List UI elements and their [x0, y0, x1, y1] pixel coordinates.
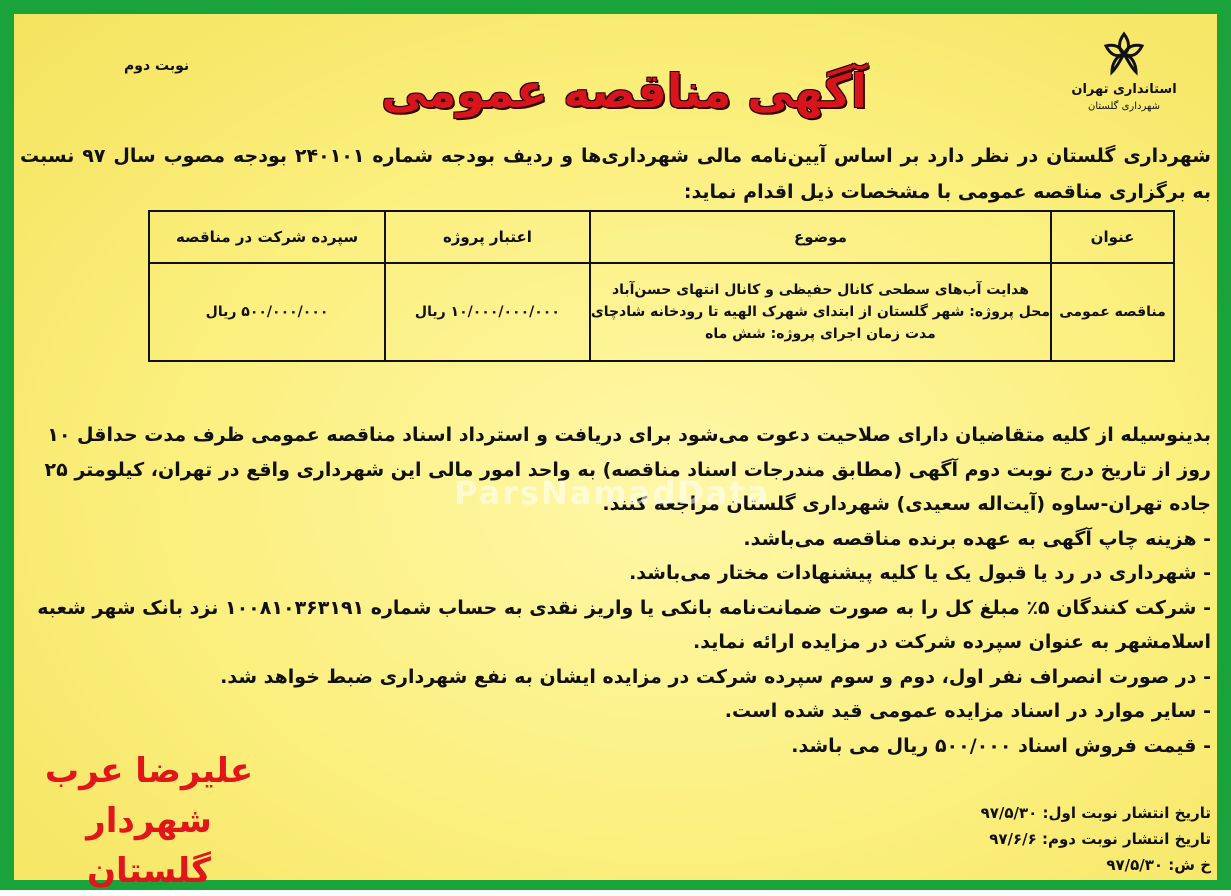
- condition-item: - هزینه چاپ آگهی به عهده برنده مناقصه می‌باشد.: [743, 527, 1211, 550]
- flower-logo-icon: [1098, 28, 1150, 80]
- intro-paragraph: شهرداری گلستان در نظر دارد بر اساس آیین‌نامه مالی شهرداری‌ها و ردیف بودجه شماره ۲۴۰۱۰۱ بودجه مصوب سال ۹۷ نسبت به برگزاری مناقصه عمومی با مشخصات ذیل اقدام نماید:: [20, 145, 1211, 203]
- org-logo: [1059, 28, 1189, 112]
- subject-line3: مدت زمان اجرای پروژه: شش ماه: [705, 326, 936, 342]
- condition-item: - سایر موارد در اسناد مزایده عمومی قید شده است.: [724, 700, 1211, 722]
- tender-table: [148, 210, 1175, 362]
- notice-paper: [14, 14, 1217, 891]
- cell-subject: [590, 263, 1051, 361]
- notice-title: آگهی مناقصه عمومی: [381, 64, 867, 118]
- signature-role: شهردار گلستان: [86, 801, 212, 891]
- header-deposit: سپرده شرکت در مناقصه: [149, 211, 385, 263]
- cell-title: مناقصه عمومی: [1051, 263, 1174, 361]
- subject-line2: محل پروژه: شهر گلستان از ابتدای شهرک الهیه تا رودخانه شادچای: [590, 304, 1051, 320]
- notice-body: [20, 418, 1211, 763]
- header-credit: اعتبار پروژه: [385, 211, 590, 263]
- round-label: نوبت دوم: [124, 58, 190, 74]
- cell-deposit: ۵۰۰/۰۰۰/۰۰۰ ریال: [149, 263, 385, 361]
- header-subject: موضوع: [590, 211, 1051, 263]
- org-name-line2: شهرداری گلستان: [1088, 101, 1160, 112]
- signature-block: [24, 746, 274, 896]
- header-title: عنوان: [1051, 211, 1174, 263]
- signature-name: علیرضا عرب: [44, 751, 254, 791]
- invitation-paragraph: بدینوسیله از کلیه متقاضیان دارای صلاحیت دعوت می‌شود برای دریافت و استرداد اسناد مناقصه عمومی ظرف مدت حداقل ۱۰ روز از تاریخ درج نوبت دوم آگهی (مطابق مندرجات اسناد مناقصه) به واحد امور مالی این شهرداری واقع در تهران، کیلومتر ۲۵ جاده تهران-ساوه (آیت‌اله سعیدی) شهرداری گلستان مراجعه کنند.: [44, 424, 1211, 515]
- first-publication-date: تاریخ انتشار نوبت اول: ۹۷/۵/۳۰: [980, 804, 1211, 822]
- table-header-row: [149, 211, 1174, 263]
- cell-credit: ۱۰/۰۰۰/۰۰۰/۰۰۰ ریال: [385, 263, 590, 361]
- subject-line1: هدایت آب‌های سطحی کانال حفیظی و کانال انتهای حسن‌آباد: [611, 282, 1029, 298]
- org-name-line1: استانداری تهران: [1071, 82, 1177, 97]
- condition-item: - قیمت فروش اسناد ۵۰۰/۰۰۰ ریال می باشد.: [791, 734, 1211, 757]
- table-row: [149, 263, 1174, 361]
- second-publication-date: تاریخ انتشار نوبت دوم: ۹۷/۶/۶: [989, 830, 1211, 848]
- condition-item: - در صورت انصراف نفر اول، دوم و سوم سپرده شرکت در مزایده ایشان به نفع شهرداری ضبط خواهد شد.: [220, 665, 1211, 688]
- reference-code: خ ش: ۹۷/۵/۳۰: [1106, 856, 1211, 874]
- condition-item: - شهرداری در رد یا قبول یک یا کلیه پیشنهادات مختار می‌باشد.: [629, 562, 1211, 584]
- condition-item: - شرکت کنندگان ۵٪ مبلغ کل را به صورت ضمانت‌نامه بانکی یا واریز نقدی به حساب شماره ۱۰۰۸۱۰۳۶۳۱۹۱ نزد بانک شهر شعبه اسلامشهر به عنوان سپرده شرکت در مزایده ارائه نماید.: [37, 596, 1211, 653]
- watermark: ParsNamadData: [454, 474, 771, 512]
- publication-dates: [981, 800, 1211, 878]
